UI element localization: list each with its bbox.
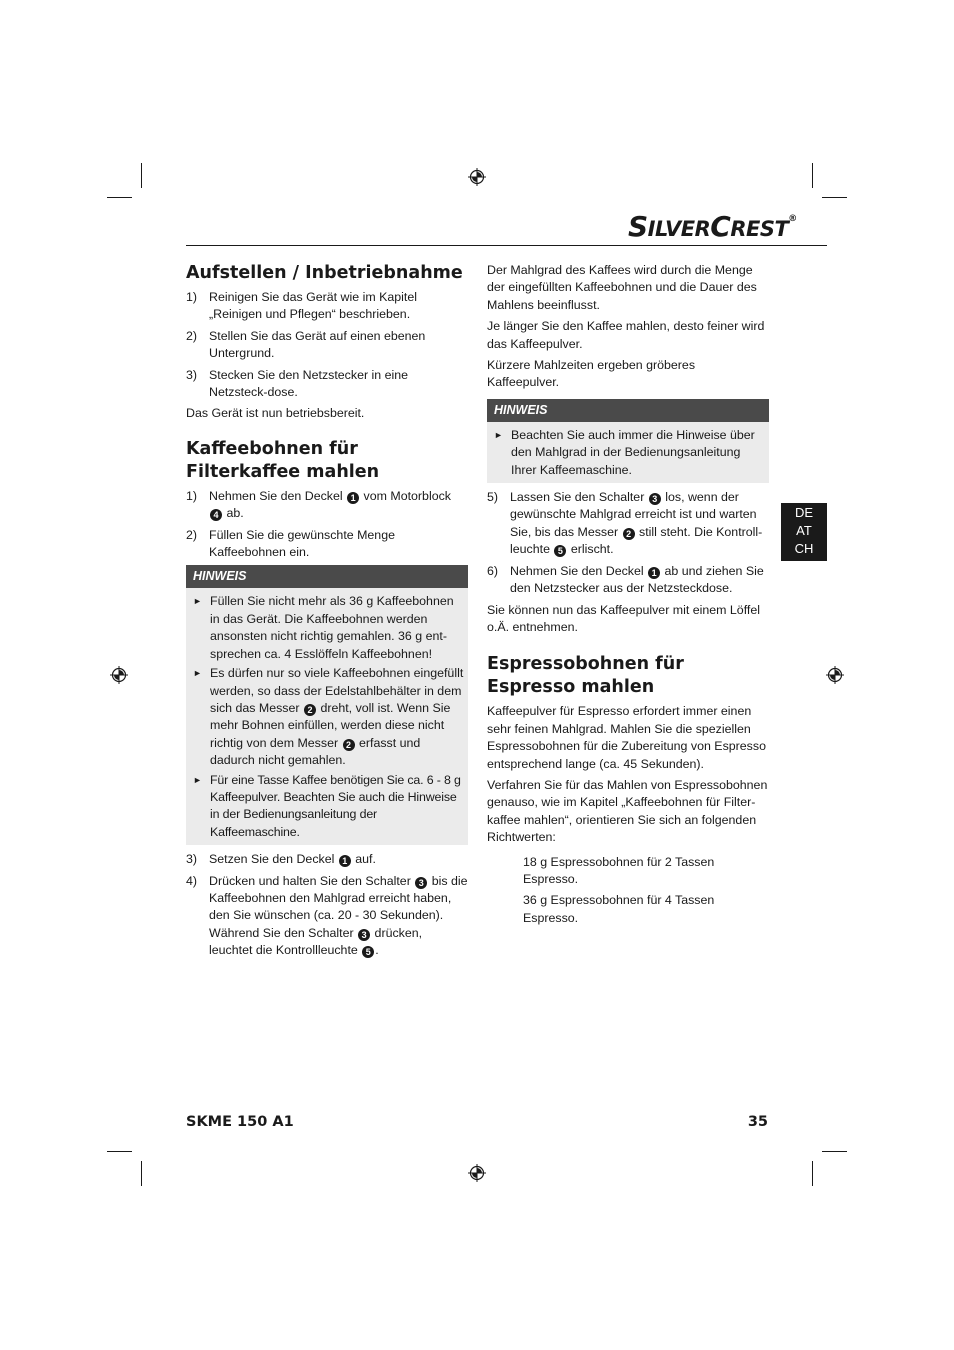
registration-mark-icon [110,666,128,684]
part-number-badge: 5 [362,946,374,958]
part-number-badge: 2 [623,528,635,540]
part-number-badge: 4 [210,509,222,521]
note-bullet: ► Für eine Tasse Kaffee benötigen Sie ca. 6 - 8 g Kaffeepulver. Beachten Sie auch die Hinweise in der Bedienungsanleitung der Kaffeemaschine. [193,772,464,842]
list-item: 1) Reinigen Sie das Gerät wie im Kapitel „Reinigen und Pflegen“ beschrieben. [186,290,417,322]
part-number-badge: 1 [339,855,351,867]
crop-mark [141,1161,142,1186]
crop-mark [141,163,142,188]
language-code: CH [794,541,814,556]
part-number-badge: 5 [554,545,566,557]
list-item: 3) Setzen Sie den Deckel 1 auf. [186,852,376,867]
list-item: 1) Nehmen Sie den Deckel 1 vom Motorblock 4 ab. [186,488,451,521]
crop-mark [822,1151,847,1152]
paragraph: Das Gerät ist nun betriebsbereit. [186,406,365,421]
paragraph: Je länger Sie den Kaffee mahlen, desto feiner wird das Kaffeepulver. [487,319,765,351]
paragraph: Der Mahlgrad des Kaffees wird durch die Menge der eingefüllten Kaffeebohnen und die Dauer des Mahlens beeinflusst. [487,263,757,312]
section-title: Aufstellen / Inbetriebnahme [186,263,463,283]
brand-logo: SILVERCREST® [628,210,797,243]
arrow-right-icon: ► [494,429,503,440]
language-tab [781,503,827,561]
crop-mark [812,1161,813,1186]
list-item: 5) Lassen Sie den Schalter 3 los, wenn der gewünschte Mahlgrad erreicht ist und warten Sie, bis das Messer 2 still steht. Die Kontroll-leuchte 5 erlischt. [487,490,763,557]
note-bullet: ► Füllen Sie nicht mehr als 36 g Kaffeebohnen in das Gerät. Die Kaffeebohnen werden ansonsten nicht richtig gemahlen. 36 g ent-sprechen ca. 4 Esslöffeln Kaffeebohnen! [193,593,464,663]
paragraph: Kaffeepulver für Espresso erfordert immer einen sehr feinen Mahlgrad. Mahlen Sie die speziellen Espressobohnen für die Zubereitung von Espresso entsprechend lange (ca. 45 Sekunden). [487,704,766,771]
list-item: 3) Stecken Sie den Netzstecker in eine Netzsteck-dose. [186,367,409,400]
crop-mark [812,163,813,188]
language-code: DE [794,505,814,520]
part-number-badge: 3 [415,877,427,889]
language-code: AT [796,523,812,538]
section-title: Kaffeebohnen für Filterkaffee mahlen [186,438,380,482]
part-number-badge: 2 [343,739,355,751]
part-number-badge: 1 [347,492,359,504]
note-bullet: ► Beachten Sie auch immer die Hinweise über den Mahlgrad in der Bedienungsanleitung Ihrer Kaffeemaschine. [494,427,765,479]
registration-mark-icon [826,666,844,684]
list-item: 6) Nehmen Sie den Deckel 1 ab und ziehen Sie den Netzstecker aus der Netzsteckdose. [487,563,764,596]
part-number-badge: 2 [304,704,316,716]
registration-mark-icon [468,168,486,186]
list-item: 2) Stellen Sie das Gerät auf einen ebenen Untergrund. [186,328,426,361]
paragraph: Sie können nun das Kaffeepulver mit einem Löffel o.Ä. entnehmen. [487,602,761,634]
note-box-title: HINWEIS [487,399,769,422]
note-bullet: ► Es dürfen nur so viele Kaffeebohnen eingefüllt werden, so dass der Edelstahlbehälter in dem sich das Messer 2 dreht, voll ist. Wenn Sie mehr Bohnen einfüllen, werden diese nicht richtig von dem Messer 2 erfasst und dadurch nicht gemahlen. [193,665,464,769]
list-item: 2) Füllen Sie die gewünschte Menge Kaffeebohnen ein. [186,527,395,560]
paragraph: Kürzere Mahlzeiten ergeben gröberes Kaffeepulver. [487,358,696,390]
list-item: 4) Drücken und halten Sie den Schalter 3 bis die Kaffeebohnen den Mahlgrad erreicht haben, den Sie wünschen (ca. 20 - 30 Sekunden). Während Sie den Schalter 3 drücken, leuchtet die Kontrollleuchte 5 . [186,873,468,958]
crop-mark [107,197,132,198]
page-number: 35 [747,1114,768,1130]
registration-mark-icon [468,1164,486,1182]
note-box [487,399,769,483]
arrow-right-icon: ► [193,596,202,607]
part-number-badge: 3 [358,929,370,941]
value-line: 18 g Espressobohnen für 2 Tassen Espresso. [523,854,715,886]
part-number-badge: 3 [649,493,661,505]
crop-mark [822,197,847,198]
arrow-right-icon: ► [193,774,202,785]
value-line: 36 g Espressobohnen für 4 Tassen Espresso. [523,893,715,925]
paragraph: Verfahren Sie für das Mahlen von Espressobohnen genauso, wie im Kapitel „Kaffeebohnen für Filter-kaffee mahlen“, orientieren Sie sich an folgenden Richtwerten: [487,777,768,845]
note-box [186,565,468,845]
section-title: Espressobohnen für Espresso mahlen [487,654,684,698]
part-number-badge: 1 [648,567,660,579]
left-column [186,262,468,964]
right-column [487,262,769,931]
arrow-right-icon: ► [193,668,202,679]
crop-mark [107,1151,132,1152]
note-box-title: HINWEIS [186,565,468,588]
model-number: SKME 150 A1 [186,1114,294,1130]
header-rule [186,245,827,246]
